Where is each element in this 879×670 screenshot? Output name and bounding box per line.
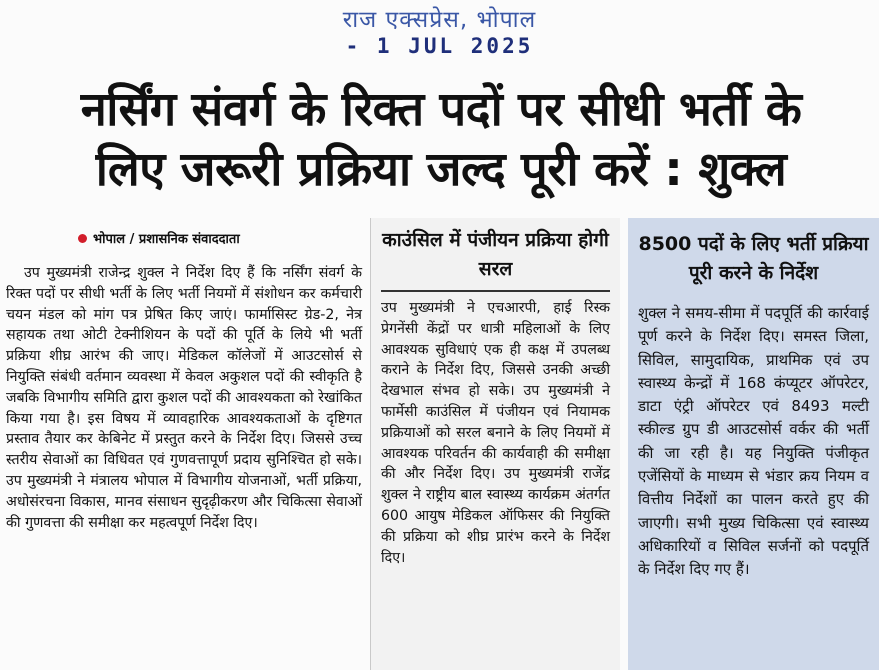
sidebar-box-council bbox=[370, 218, 620, 670]
box-recruitment-heading: 8500 पदों के लिए भर्ती प्रक्रिया पूरी करने के निर्देश bbox=[638, 233, 869, 284]
date-stamp: - 1 JUL 2025 bbox=[345, 34, 534, 58]
headline-line-1: नर्सिंग संवर्ग के रिक्त पदों पर सीधी भर्ती के bbox=[80, 82, 802, 137]
main-article-text: उप मुख्यमंत्री राजेन्द्र शुक्ल ने निर्देश दिए हैं कि नर्सिंग संवर्ग के रिक्त पदों पर सीधी भर्ती के लिए भर्ती नियमों में संशोधन कर कर्मचारी चयन मंडल को मांग पत्र प्रेषित किए जाएं। फार्मासिस्ट ग्रेड-2, नेत्र सहायक तथा ओटी टेक्नीशियन के पदों की पूर्ति के लिये भी भर्ती प्रक्रिया शीघ्र आरंभ की जाए। मेडिकल कॉलेजों में आउटसोर्स से नियुक्ति संबंधी वर्तमान व्यवस्था में केवल अकुशल पदों की स्वीकृति है जबकि विभागीय समिति द्वारा कुशल पदों की आवश्यकता को रेखांकित किया गया है। इस विषय में व्यावहारिक आवश्यकताओं के दृष्टिगत प्रस्ताव तैयार कर केबिनेट में प्रस्तुत करने के निर्देश दिए। जिससे उच्च स्तरीय सेवाओं का विधिवत एवं गुणवत्तापूर्ण प्रदाय सुनिश्चित हो सके। उप मुख्यमंत्री ने मंत्रालय भोपाल में विभागीय योजनाओं, भर्ती प्रक्रिया, अधोसंरचना विकास, मानव संसाधन सुदृढ़ीकरण और चिकित्सा सेवाओं की गुणवत्ता की समीक्षा कर महत्वपूर्ण निर्देश दिए। bbox=[6, 265, 362, 531]
headline bbox=[6, 80, 876, 200]
sidebar-box-recruitment bbox=[628, 218, 879, 670]
newspaper-stamp: राज एक्सप्रेस, भोपाल bbox=[342, 7, 537, 33]
headline-line-2: लिए जरूरी प्रक्रिया जल्द पूरी करें : शुक्ल bbox=[95, 142, 787, 197]
dateline bbox=[78, 229, 240, 247]
box-council-text: उप मुख्यमंत्री ने एचआरपी, हाई रिस्क प्रेगनेंसी केंद्रों पर धात्री महिलाओं के लिए आवश्यक सुविधाएं एक ही कक्ष में उपलब्ध कराने के निर्देश दिए, जिससे उनकी अच्छी देखभाल संभव हो सके। उप मुख्यमंत्री ने फार्मेसी काउंसिल में पंजीयन एवं नियामक प्रक्रियाओं को सरल बनाने के लिए नियमों में आवश्यक परिवर्तन की कार्यवाही की समीक्षा की और निर्देश दिए। उप मुख्यमंत्री राजेंद्र शुक्ल ने राष्ट्रीय बाल स्वास्थ्य कार्यक्रम अंतर्गत 600 आयुष मेडिकल ऑफिसर की नियुक्ति की प्रक्रिया को शीघ्र प्रारंभ करने के निर्देश दिए। bbox=[381, 300, 610, 566]
dateline-text: भोपाल / प्रशासनिक संवाददाता bbox=[93, 232, 240, 247]
box-recruitment-text: शुक्ल ने समय-सीमा में पदपूर्ति की कार्रवाई पूर्ण करने के निर्देश दिए। समस्त जिला, सिविल, सामुदायिक, प्राथमिक एवं उप स्वास्थ्य केन्द्रों में 168 कंप्यूटर ऑपरेटर, डाटा एंट्री ऑपरेटर एवं 8493 मल्टी स्कील्ड ग्रुप डी आउटसोर्स वर्कर की भर्ती की जा रही है। यह नियुक्ति पंजीकृत एजेंसियों के माध्यम से भंडार क्रय नियम व वित्तीय निर्देशों का पालन करते हुए की जाएगी। सभी मुख्य चिकित्सा एवं स्वास्थ्य अधिकारियों व सिविल सर्जनों को पदपूर्ति के निर्देश दिए गए हैं। bbox=[638, 304, 869, 579]
main-article-column bbox=[6, 263, 362, 533]
box-council-heading: काउंसिल में पंजीयन प्रक्रिया होगी सरल bbox=[381, 226, 610, 292]
bullet-dot-icon bbox=[78, 234, 87, 243]
